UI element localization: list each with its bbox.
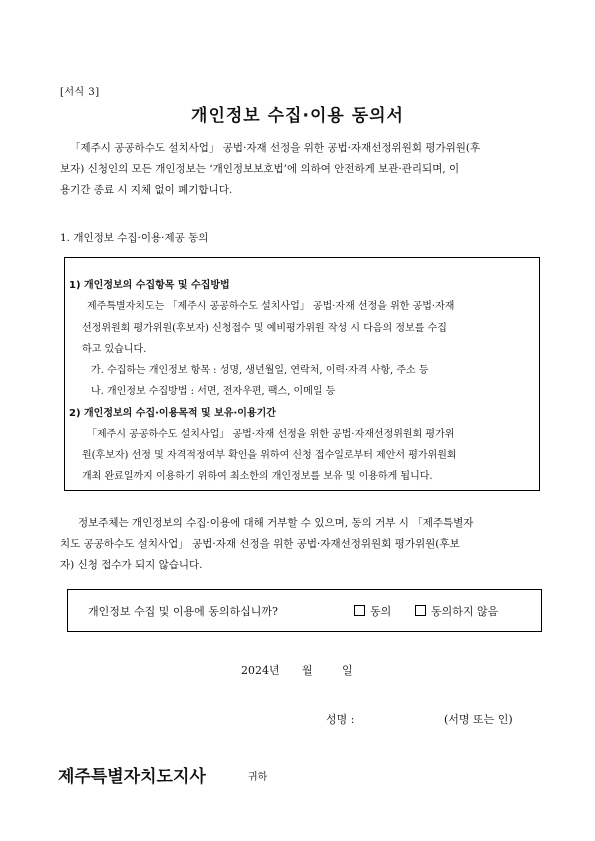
- date-day: 일: [342, 664, 353, 677]
- item1-line: 제주특별자치도는 「제주시 공공하수도 설치사업」 공법·자재 선정을 위한 공법·자재: [87, 301, 455, 312]
- consent-question-box: [67, 589, 542, 632]
- disagree-checkbox[interactable]: [415, 605, 426, 616]
- intro-line: 용기간 종료 시 지체 없이 폐기합니다.: [60, 184, 233, 196]
- consent-details-box: [64, 257, 540, 491]
- recipient: 제주특별자치도지사: [58, 767, 206, 787]
- page-title: 개인정보 수집·이용 동의서: [191, 106, 404, 126]
- honorific: 귀하: [248, 772, 268, 783]
- item2-line: 「제주시 공공하수도 설치사업」 공법·자재 선정을 위한 공법·자재선정위원회 평가위: [87, 429, 455, 440]
- signature-hint: (서명 또는 인): [444, 713, 513, 726]
- agree-option[interactable]: [354, 603, 391, 619]
- disagree-option[interactable]: [415, 603, 498, 619]
- intro-line: 보자) 신청인의 모든 개인정보는 ‘개인정보보호법’에 의하여 안전하게 보관·관리되며, 이: [60, 163, 460, 175]
- item1-line: 하고 있습니다.: [82, 344, 147, 355]
- item1-sub-a: 가. 수집하는 개인정보 항목 : 성명, 생년월일, 연락처, 이력·자격 사항, 주소 등: [91, 365, 429, 376]
- item2-line: 원(후보자) 선정 및 자격적정여부 확인을 위하여 신청 접수일로부터 제안서 평가위원회: [82, 450, 457, 461]
- consent-question: 개인정보 수집 및 이용에 동의하십니까?: [88, 605, 278, 618]
- agree-label: 동의: [370, 605, 392, 618]
- date-year: 2024년: [241, 664, 280, 677]
- signature-label: 성명 :: [326, 713, 355, 726]
- intro-paragraph: [60, 138, 540, 201]
- agree-checkbox[interactable]: [354, 605, 365, 616]
- item1-line: 선정위원회 평가위원(후보자) 신청접수 및 예비평가위원 작성 시 다음의 정보를 수집: [82, 323, 447, 334]
- intro-line: 「제주시 공공하수도 설치사업」 공법·자재 선정을 위한 공법·자재선정위원회 평가위원(후: [70, 142, 481, 154]
- form-number: [서식 3]: [60, 87, 100, 98]
- notice-line: 정보주체는 개인정보의 수집·이용에 대해 거부할 수 있으며, 동의 거부 시 「제주특별자: [78, 517, 474, 529]
- notice-line: 치도 공공하수도 설치사업」 공법·자재 선정을 위한 공법·자재선정위원회 평가위원(후보: [60, 538, 460, 550]
- disagree-label: 동의하지 않음: [431, 605, 499, 618]
- item2-line: 개최 완료일까지 이용하기 위하여 최소한의 개인정보를 보유 및 이용하게 됩니다.: [82, 471, 433, 482]
- item1-sub-b: 나. 개인정보 수집방법 : 서면, 전자우편, 팩스, 이메일 등: [91, 386, 336, 397]
- item2-heading: 2) 개인정보의 수집·이용목적 및 보유·이용기간: [69, 408, 276, 419]
- item1-heading: 1) 개인정보의 수집항목 및 수집방법: [69, 280, 230, 291]
- section1-heading: 1. 개인정보 수집·이용·제공 동의: [60, 232, 209, 244]
- date-month: 월: [302, 664, 313, 677]
- notice-line: 자) 신청 접수가 되지 않습니다.: [60, 559, 203, 571]
- refusal-notice: [60, 513, 540, 576]
